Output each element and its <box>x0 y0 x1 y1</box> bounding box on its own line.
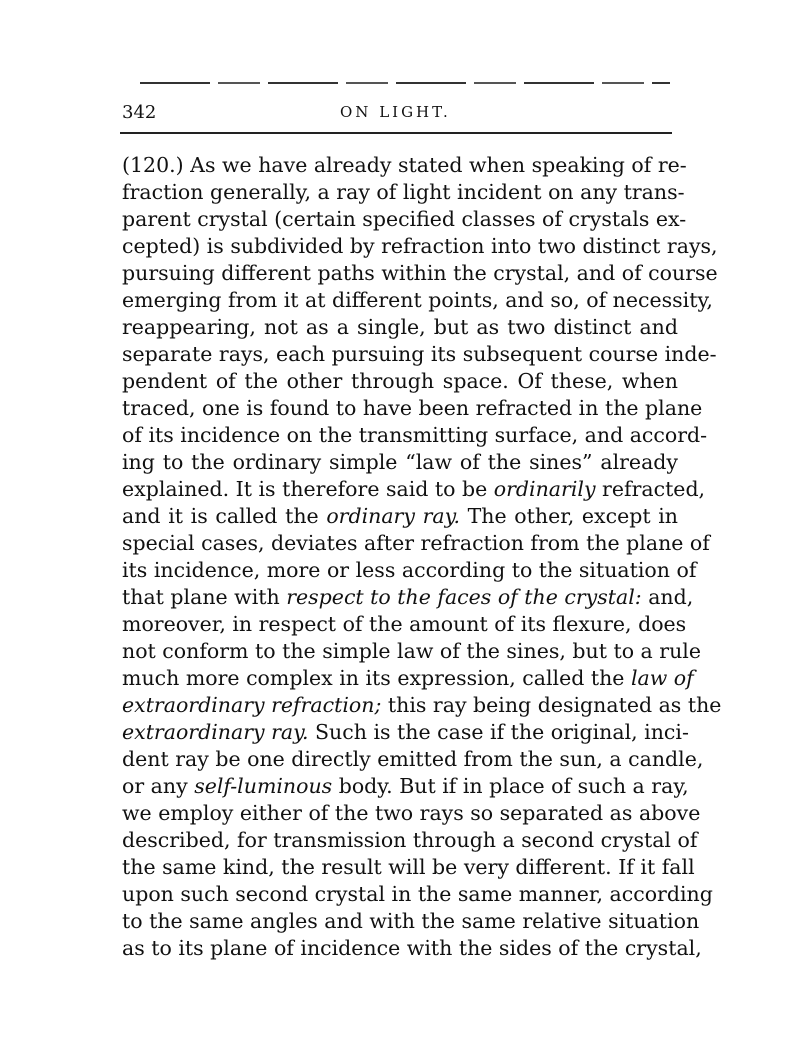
text-segment: much more complex in its expression, called the <box>122 666 631 690</box>
text-segment: reappearing, not as a single, but as two distinct and <box>122 315 678 339</box>
text-line <box>122 719 689 746</box>
text-line <box>122 773 689 800</box>
text-segment: its incidence, more or less according to the situation of <box>122 558 697 582</box>
text-segment: described, for transmission through a second crystal of <box>122 828 698 852</box>
text-line <box>122 827 698 854</box>
text-line <box>122 287 713 314</box>
text-segment: upon such second crystal in the same manner, according <box>122 882 713 906</box>
text-line <box>122 854 695 881</box>
text-line <box>122 611 687 638</box>
italic-text-segment: law of <box>630 666 694 690</box>
text-line <box>122 206 687 233</box>
text-line <box>122 368 678 395</box>
text-segment: fraction generally, a ray of light incident on any trans- <box>122 180 685 204</box>
text-segment: we employ either of the two rays so separated as above <box>122 801 701 825</box>
page-number: 342 <box>122 102 157 123</box>
text-line <box>122 152 687 179</box>
text-segment: this ray being designated as the <box>381 693 722 717</box>
text-segment: refracted, <box>595 477 706 501</box>
italic-text-segment: respect to the faces of the crystal: <box>286 585 642 609</box>
text-line <box>122 503 678 530</box>
text-line <box>122 638 701 665</box>
text-segment: emerging from it at different points, and so, of necessity, <box>122 288 713 312</box>
text-line <box>122 881 713 908</box>
text-segment: of its incidence on the transmitting surface, and accord- <box>122 423 708 447</box>
text-segment: parent crystal (certain specified classes of crystals ex- <box>122 207 687 231</box>
body-paragraph <box>122 152 722 962</box>
text-line <box>122 800 701 827</box>
text-segment: special cases, deviates after refraction from the plane of <box>122 531 710 555</box>
text-line <box>122 557 697 584</box>
text-segment: body. But if in place of such a ray, <box>332 774 689 798</box>
text-segment: Such is the case if the original, inci- <box>308 720 689 744</box>
text-segment: explained. It is therefore said to be <box>122 477 494 501</box>
text-line <box>122 692 722 719</box>
italic-text-segment: ordinarily <box>493 477 596 501</box>
text-segment: pursuing different paths within the crystal, and of course <box>122 261 718 285</box>
text-line <box>122 476 706 503</box>
text-segment: that plane with <box>122 585 287 609</box>
text-line <box>122 179 685 206</box>
italic-text-segment: self-luminous <box>194 774 333 798</box>
text-segment: traced, one is found to have been refracted in the plane <box>122 396 703 420</box>
text-line <box>122 908 700 935</box>
text-line <box>122 422 708 449</box>
italic-text-segment: extraordinary ray. <box>122 720 309 744</box>
header-top-rule <box>140 82 670 84</box>
text-line <box>122 530 710 557</box>
text-line <box>122 665 694 692</box>
text-segment: the same kind, the result will be very different. If it fall <box>122 855 695 879</box>
text-line <box>122 260 718 287</box>
text-segment: moreover, in respect of the amount of its flexure, does <box>122 612 687 636</box>
text-line <box>122 341 717 368</box>
text-segment: or any <box>122 774 195 798</box>
text-line <box>122 314 678 341</box>
text-segment: cepted) is subdivided by refraction into two distinct rays, <box>122 234 718 258</box>
header-bottom-rule <box>120 132 672 134</box>
text-segment: to the same angles and with the same relative situation <box>122 909 700 933</box>
text-segment: pendent of the other through space. Of these, when <box>122 369 678 393</box>
text-segment: and it is called the <box>122 504 327 528</box>
text-segment: The other, except in <box>459 504 678 528</box>
text-line <box>122 395 703 422</box>
text-line <box>122 449 678 476</box>
text-segment: ing to the ordinary simple “law of the sines” already <box>122 450 678 474</box>
text-line <box>122 584 694 611</box>
text-segment: and, <box>641 585 694 609</box>
text-segment: dent ray be one directly emitted from the sun, a candle, <box>122 747 704 771</box>
text-segment: not conform to the simple law of the sines, but to a rule <box>122 639 701 663</box>
italic-text-segment: ordinary ray. <box>326 504 460 528</box>
text-segment: (120.) As we have already stated when speaking of re- <box>122 153 687 177</box>
running-title: ON LIGHT. <box>340 103 451 121</box>
italic-text-segment: extraordinary refraction; <box>122 693 382 717</box>
text-segment: separate rays, each pursuing its subsequent course inde- <box>122 342 717 366</box>
text-line <box>122 935 702 962</box>
text-line <box>122 233 718 260</box>
text-segment: as to its plane of incidence with the sides of the crystal, <box>122 936 702 960</box>
text-line <box>122 746 704 773</box>
